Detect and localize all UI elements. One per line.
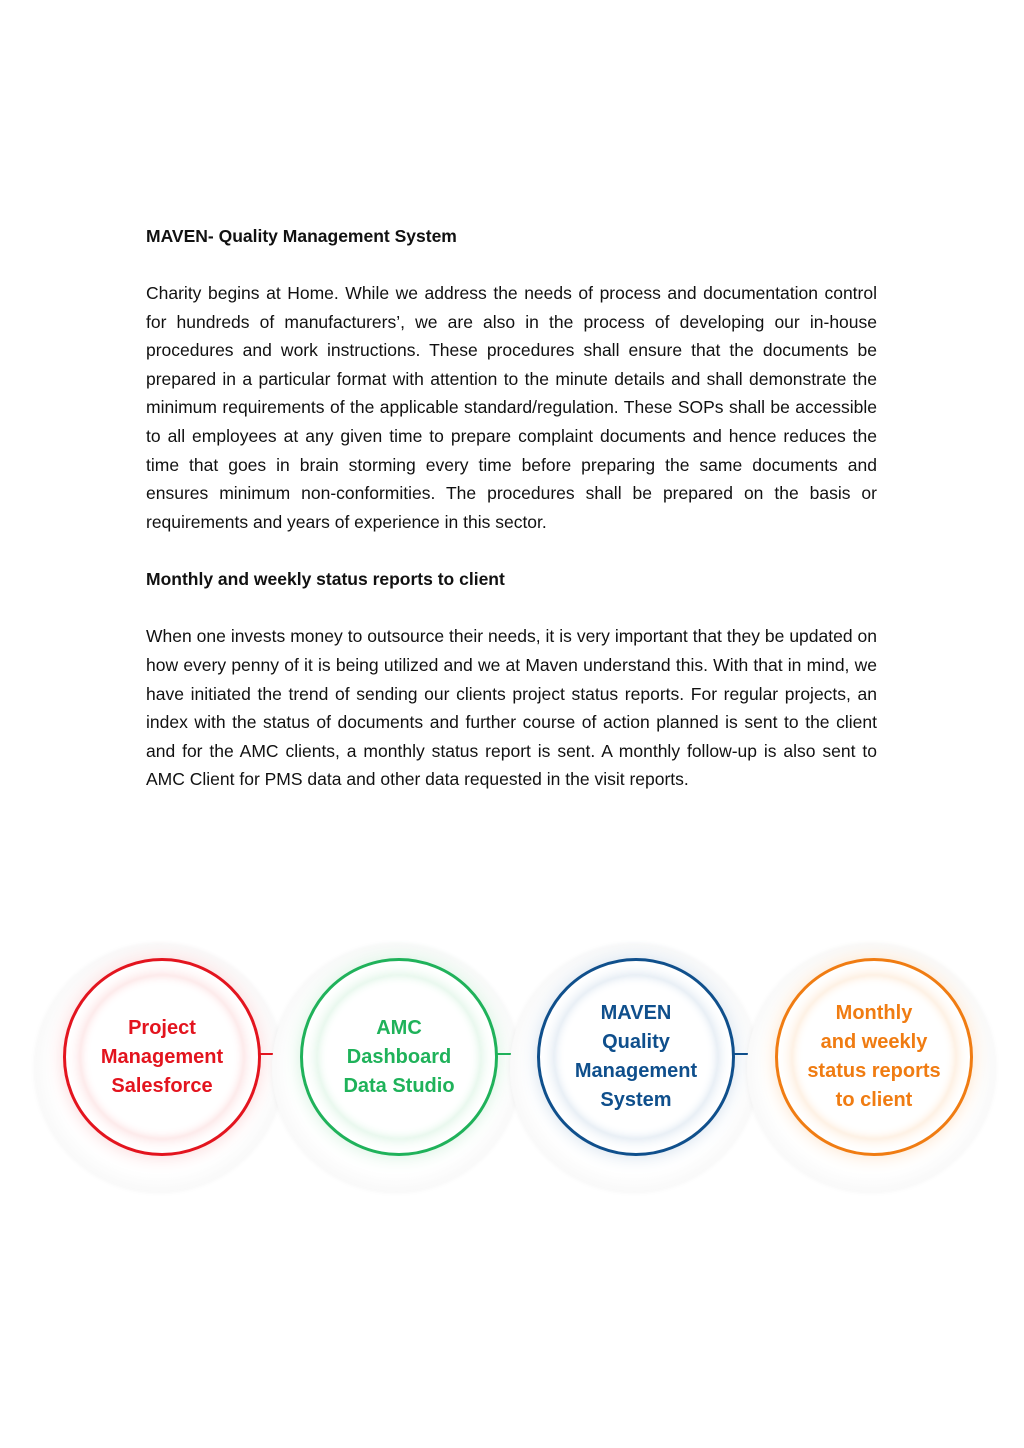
step-circle-inner xyxy=(317,975,481,1139)
step-label-maven-qms: MAVEN Quality Management System xyxy=(574,1002,698,1111)
section-paragraph-status-reports: When one invests money to outsource their needs, it is very important that they be updated on how every penny of it is being utilized and we at Maven understand this. With that in mind, we have initiated the trend of sending our clients project status reports. For regular projects, an index with the status of documents and further course of action planned is sent to the client and for the AMC clients, a monthly status report is sent. A monthly follow-up is also sent to AMC Client for PMS data and other data requested in the visit reports. xyxy=(146,626,877,790)
section-paragraph-qms: Charity begins at Home. While we address the needs of process and documentation control for hundreds of manufacturers’, we are also in the process of developing our in-house procedures and work instructions. These procedures shall ensure that the documents be prepared in a particular format with attention to the minute details and shall demonstrate the minimum requirements of the applicable standard/regulation. These SOPs shall be accessible to all employees at any given time to prepare complaint documents and hence reduces the time that goes in brain storming every time before preparing the same documents and ensures minimum non-conformities. The procedures shall be prepared on the basis or requirements and years of experience in this sector. xyxy=(146,283,877,532)
section-heading-status-reports: Monthly and weekly status reports to client xyxy=(146,569,505,590)
step-circle-inner xyxy=(554,975,718,1139)
step-label-amc-dashboard: AMC Dashboard Data Studio xyxy=(343,1016,455,1097)
step-label-status-reports: Monthly and weekly status reports to client xyxy=(807,1002,941,1111)
process-flow-diagram xyxy=(0,930,1024,1200)
step-circle-inner xyxy=(792,975,956,1139)
document-body xyxy=(146,222,877,794)
step-circle-maven-qms xyxy=(537,958,735,1156)
step-circle-inner xyxy=(80,975,244,1139)
step-circle-project-management xyxy=(63,958,261,1156)
section-heading-qms: MAVEN- Quality Management System xyxy=(146,226,457,246)
step-circle-amc-dashboard xyxy=(300,958,498,1156)
step-label-project-management: Project Management Salesforce xyxy=(100,1016,224,1097)
step-circle-status-reports xyxy=(775,958,973,1156)
